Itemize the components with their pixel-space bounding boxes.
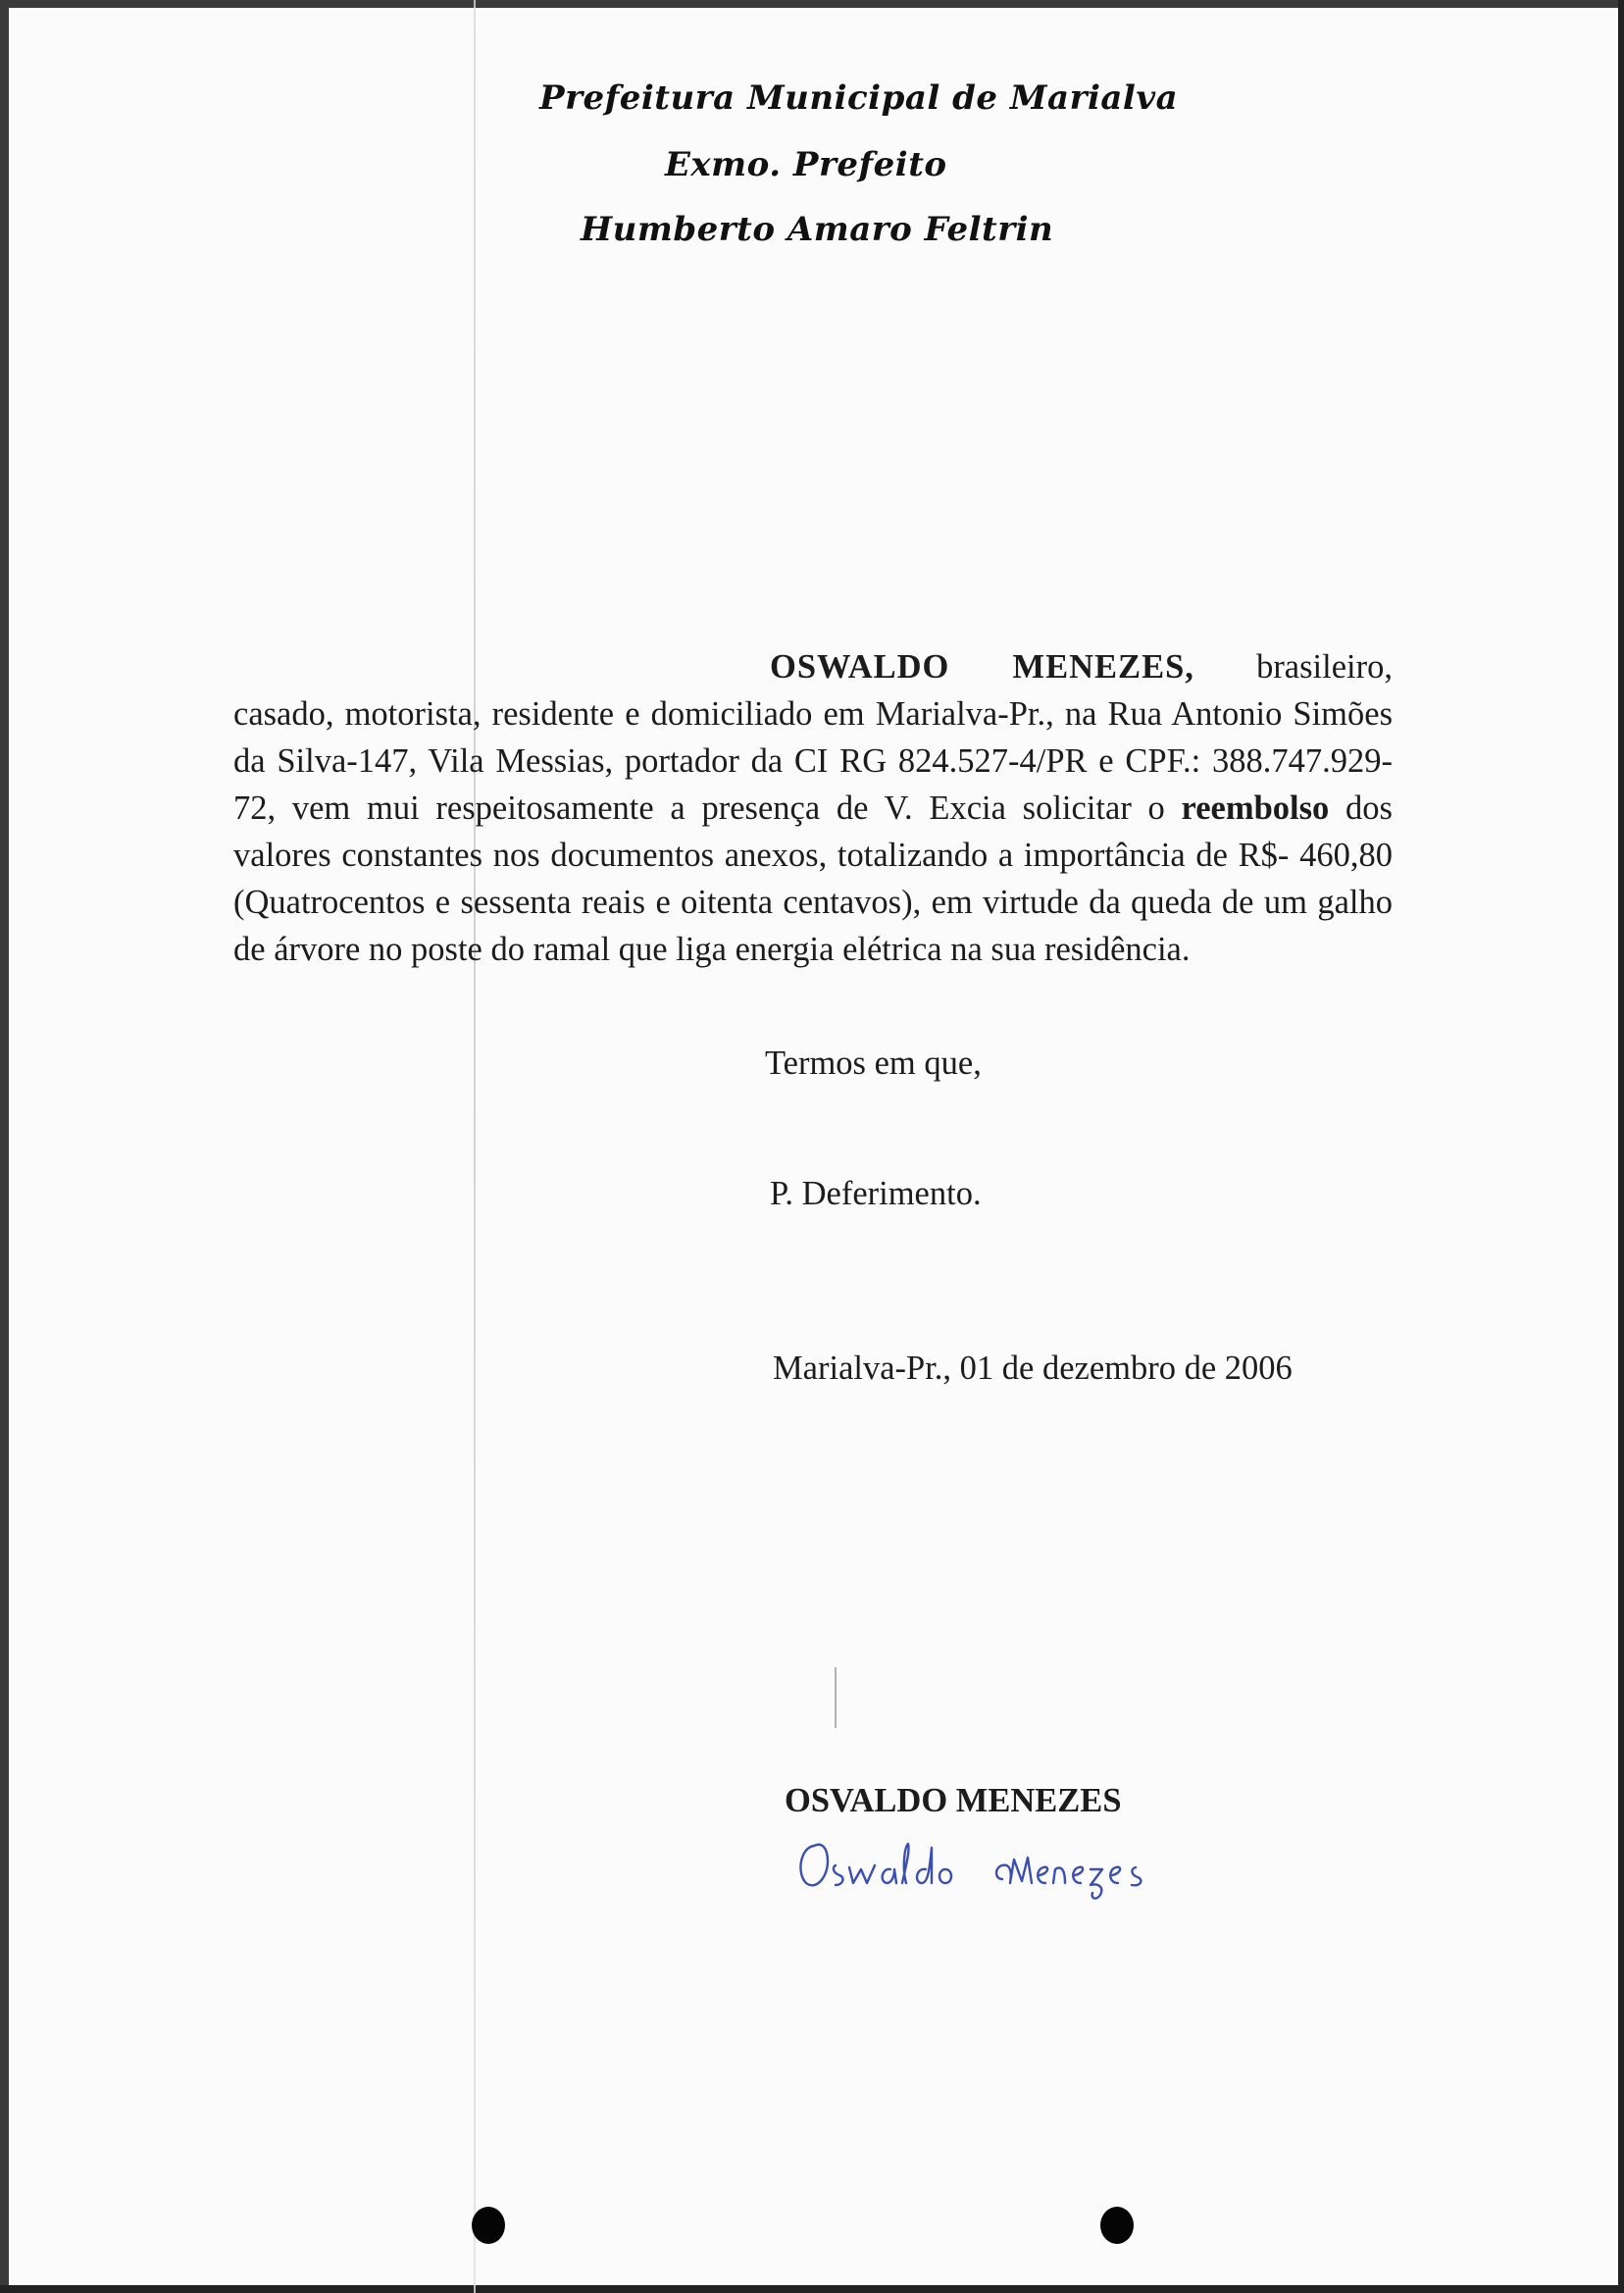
- scan-border-left: [0, 0, 9, 2293]
- scan-border-right: [1618, 0, 1624, 2293]
- request-paragraph: [233, 643, 1393, 973]
- binder-punch-hole-left: [472, 2207, 505, 2244]
- closing-deferimento: P. Deferimento.: [770, 1175, 982, 1212]
- stray-ink-mark: [835, 1667, 837, 1728]
- binder-punch-hole-right: [1100, 2207, 1134, 2244]
- signature-image: [792, 1830, 1204, 1909]
- handwritten-signature: [792, 1830, 1204, 1913]
- requester-name: OSWALDO MENEZES,: [770, 648, 1194, 686]
- place-date-line: Marialva-Pr., 01 de dezembro de 2006: [773, 1350, 1293, 1387]
- scan-border-bottom: [0, 2285, 1624, 2293]
- signer-name: OSVALDO MENEZES: [785, 1782, 1122, 1819]
- header-addressee-name: Humberto Amaro Feltrin: [581, 210, 1054, 249]
- request-text-part1: brasileiro, casado, motorista, residente e domiciliado em Marialva-Pr., na Rua Antonio Simões da Silva-147, Vila Messias, portador da CI RG 824.527-4/PR e CPF.: 388.747.929-72, vem mui respeitosamente a presença de V. Excia solicitar o: [233, 648, 1393, 827]
- scan-border-top: [0, 0, 1624, 8]
- request-keyword: reembolso: [1181, 790, 1330, 827]
- request-body: [233, 643, 1393, 973]
- paper-fold-line: [474, 0, 476, 2293]
- header-title: Exmo. Prefeito: [665, 145, 947, 184]
- closing-termos: Termos em que,: [765, 1045, 982, 1082]
- request-text-part2: dos valores constantes nos documentos anexos, totalizando a importância de R$- 460,80 (Quatrocentos e sessenta reais e oitenta centavos), em virtude da queda de um galho de árvore no poste do ramal que liga energia elétrica na sua residência.: [233, 790, 1393, 968]
- header-institution: Prefeitura Municipal de Marialva: [539, 78, 1179, 118]
